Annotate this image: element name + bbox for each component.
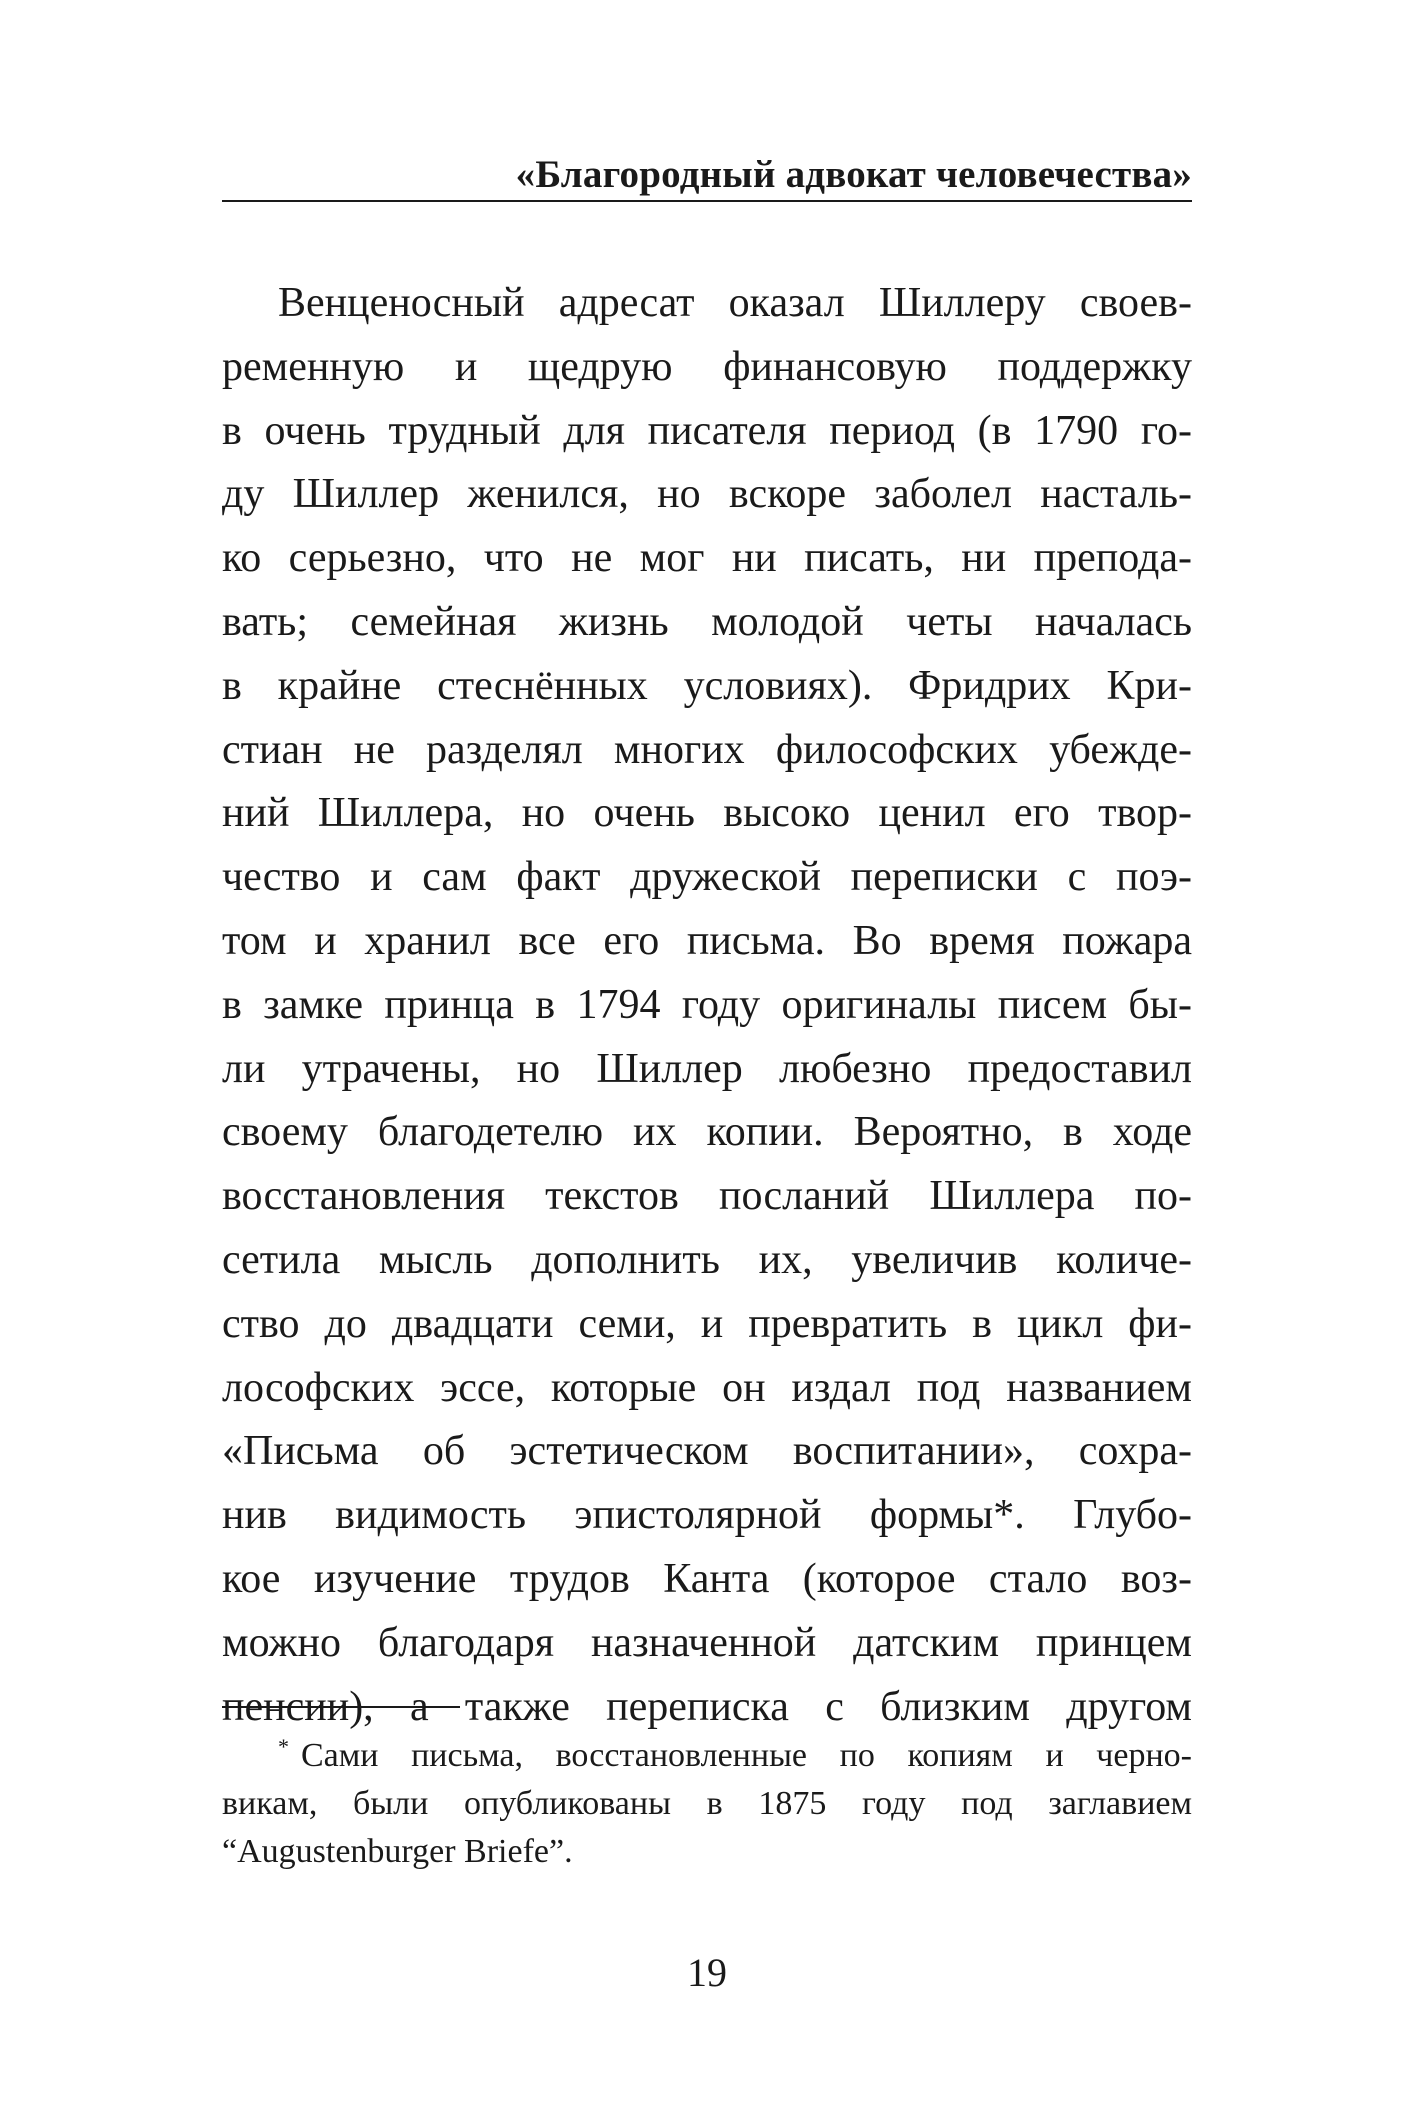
footnote-text: Сами письма, восстановленные по копиям и черно- [301, 1737, 1192, 1774]
text-line: пенсии), а также переписка с близким другом [222, 1683, 1192, 1730]
text-line: нив видимость эпистолярной формы*. Глубо- [222, 1492, 1192, 1539]
text-line: ко серьезно, что не мог ни писать, ни препода- [222, 535, 1192, 582]
footnote-line: “Augustenburger Briefe”. [222, 1833, 573, 1870]
book-page [222, 0, 1192, 2126]
text-line: ство до двадцати семи, и превратить в цикл фи- [222, 1300, 1192, 1347]
text-line: в замке принца в 1794 году оригиналы писем бы- [222, 981, 1192, 1028]
text-line: стиан не разделял многих философских убежде- [222, 726, 1192, 773]
text-line: ли утрачены, но Шиллер любезно предоставил [222, 1045, 1192, 1092]
text-line: ний Шиллера, но очень высоко ценил его твор- [222, 790, 1192, 837]
text-line: лософских эссе, которые он издал под названием [222, 1364, 1192, 1411]
text-line: Венценосный адресат оказал Шиллеру своев- [278, 280, 1192, 326]
text-line: том и хранил все его письма. Во время пожара [222, 917, 1192, 964]
text-line: ременную и щедрую финансовую поддержку [222, 343, 1192, 390]
text-line: «Письма об эстетическом воспитании», сохра- [222, 1428, 1192, 1475]
footnote-line: викам, были опубликованы в 1875 году под заглавием [222, 1785, 1192, 1822]
text-line: можно благодаря назначенной датским принцем [222, 1619, 1192, 1666]
text-line: вать; семейная жизнь молодой четы началась [222, 598, 1192, 645]
text-line: восстановления текстов посланий Шиллера по- [222, 1173, 1192, 1220]
text-line: ду Шиллер женился, но вскоре заболел насталь- [222, 471, 1192, 518]
text-line: сетила мысль дополнить их, увеличив количе- [222, 1236, 1192, 1283]
text-line: своему благодетелю их копии. Вероятно, в ходе [222, 1109, 1192, 1156]
text-line: кое изучение трудов Канта (которое стало воз- [222, 1555, 1192, 1602]
running-title: «Благородный адвокат человечества» [515, 153, 1192, 196]
text-line: чество и сам факт дружеской переписки с поэ- [222, 854, 1192, 901]
header-rule [222, 200, 1192, 202]
footnote-rule [222, 1706, 460, 1708]
page-number: 19 [687, 1950, 727, 1995]
body-text [222, 272, 1192, 1739]
footnote [222, 1732, 1192, 1876]
footnote-line [222, 1732, 1192, 1780]
text-line: в очень трудный для писателя период (в 1790 го- [222, 407, 1192, 454]
text-line: в крайне стеснённых условиях). Фридрих Кри- [222, 662, 1192, 709]
footnote-marker: * [278, 1734, 289, 1759]
